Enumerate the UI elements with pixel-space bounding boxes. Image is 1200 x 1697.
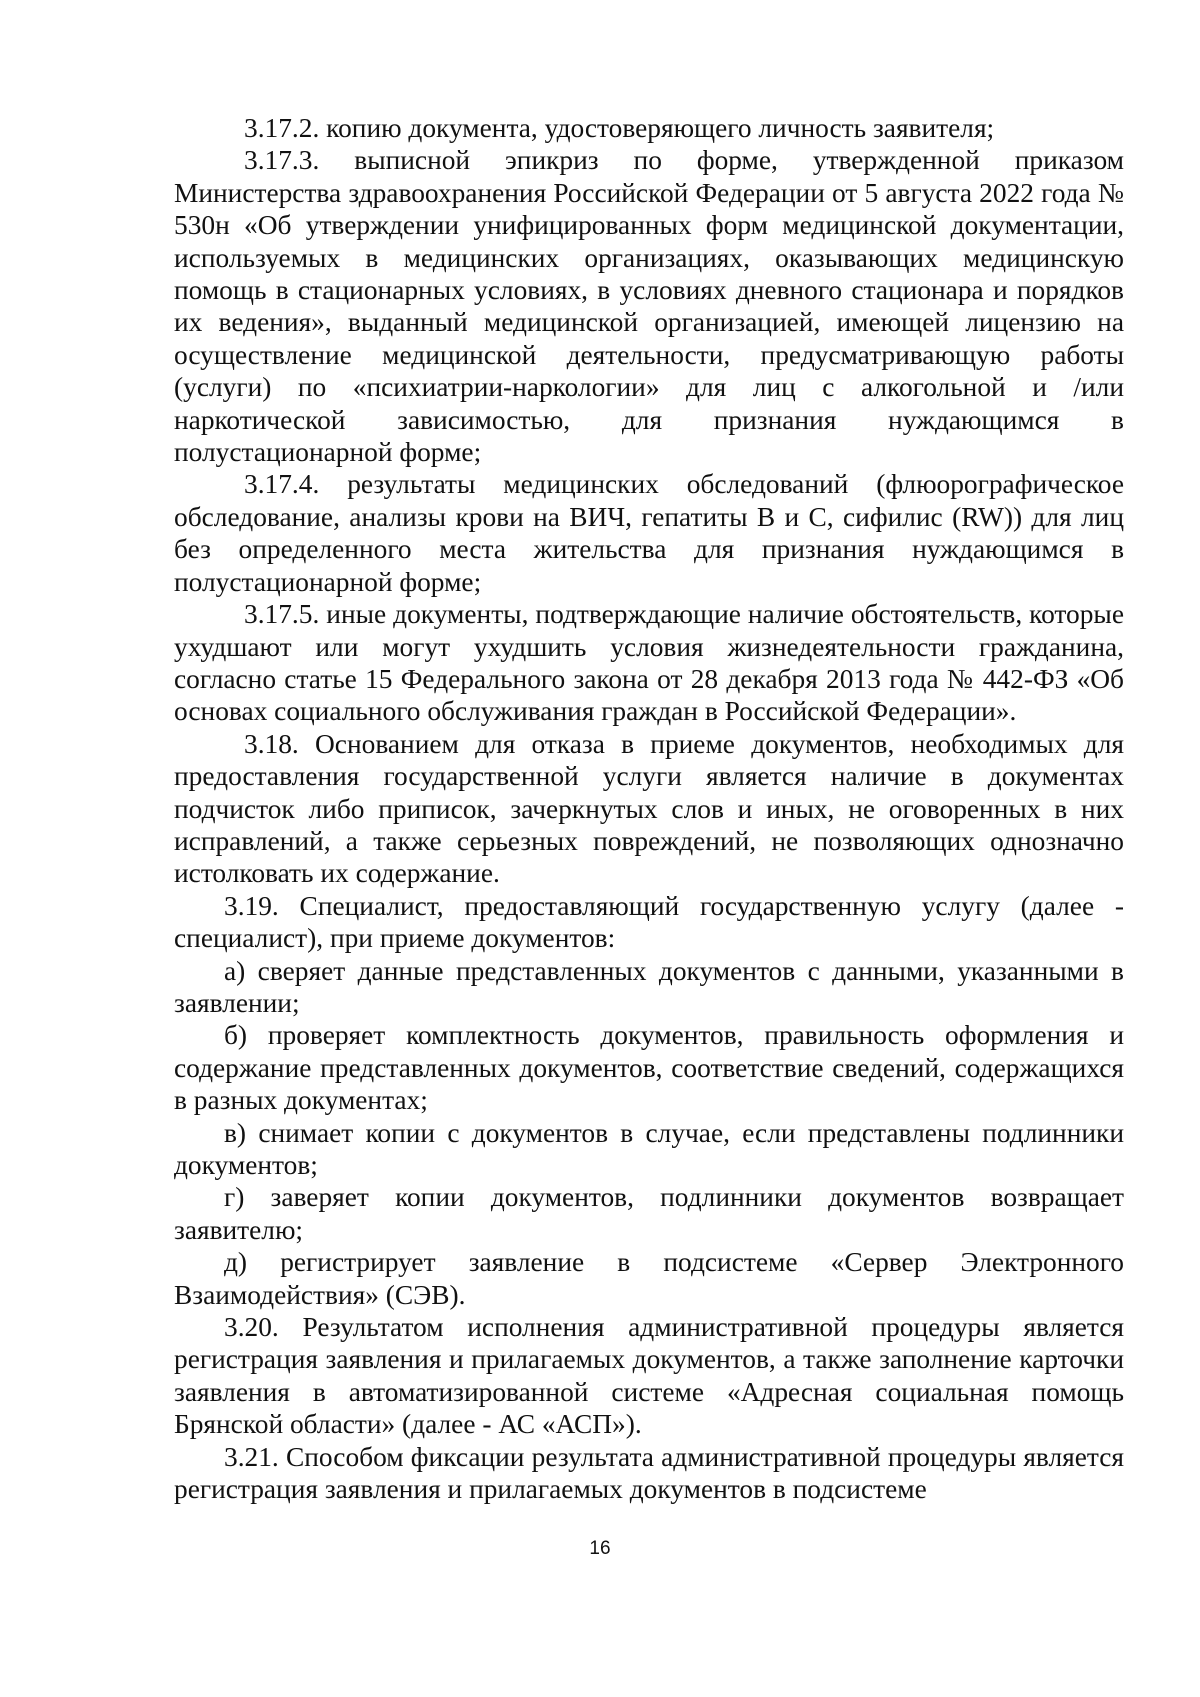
- list-item-a: а) сверяет данные представленных документов с данными, указанными в заявлении;: [174, 955, 1124, 1018]
- paragraph-3-19: 3.19. Специалист, предоставляющий государственную услугу (далее - специалист), при приеме документов:: [174, 890, 1124, 954]
- paragraph-3-17-5: 3.17.5. иные документы, подтверждающие наличие обстоятельств, которые ухудшают или могут ухудшить условия жизнедеятельности гражданина, согласно статье 15 Федерального закона от 28 декабря 2013 года № 442-ФЗ «Об основах социального обслуживания граждан в Российской Федерации».: [174, 599, 1124, 727]
- document-body: [174, 112, 1124, 1505]
- paragraph-3-17-4: 3.17.4. результаты медицинских обследований (флюорографическое обследование, анализы крови на ВИЧ, гепатиты В и С, сифилис (RW)) для лиц без определенного места жительства для признания нуждающимся в полустационарной форме;: [174, 469, 1124, 597]
- paragraph-3-17-2: 3.17.2. копию документа, удостоверяющего личность заявителя;: [244, 113, 995, 143]
- paragraph-3-20: 3.20. Результатом исполнения административной процедуры является регистрация заявления и прилагаемых документов, а также заполнение карточки заявления в автоматизированной системе «Адресная социальная помощь Брянской области» (далее - АС «АСП»).: [174, 1312, 1124, 1440]
- list-item-b: б) проверяет комплектность документов, правильность оформления и содержание представленных документов, соответствие сведений, содержащихся в разных документах;: [174, 1020, 1124, 1116]
- paragraph-3-17-3: 3.17.3. выписной эпикриз по форме, утвержденной приказом Министерства здравоохранения Российской Федерации от 5 августа 2022 года № 530н «Об утверждении унифицированных форм медицинской документации, используемых в медицинских организациях, оказывающих медицинскую помощь в стационарных условиях, в условиях дневного стационара и порядков их ведения», выданный медицинской организацией, имеющей лицензию на осуществление медицинской деятельности, предусматривающую работы (услуги) по «психиатрии-наркологии» для лиц с алкогольной и /или наркотической зависимостью, для признания нуждающимся в полустационарной форме;: [174, 145, 1124, 468]
- paragraph-3-18: 3.18. Основанием для отказа в приеме документов, необходимых для предоставления государственной услуги является наличие в документах подчисток либо приписок, зачеркнутых слов и иных, не оговоренных в них исправлений, а также серьезных повреждений, не позволяющих однозначно истолковать их содержание.: [174, 728, 1124, 889]
- list-item-v: в) снимает копии с документов в случае, если представлены подлинники документов;: [174, 1117, 1124, 1180]
- list-item-d: д) регистрирует заявление в подсистеме «Сервер Электронного Взаимодействия» (СЭВ).: [174, 1247, 1124, 1310]
- list-item-g: г) заверяет копии документов, подлинники документов возвращает заявителю;: [174, 1182, 1124, 1245]
- page-number: 16: [589, 1538, 611, 1559]
- paragraph-3-21: 3.21. Способом фиксации результата административной процедуры является регистрация заявления и прилагаемых документов в подсистеме: [174, 1441, 1124, 1505]
